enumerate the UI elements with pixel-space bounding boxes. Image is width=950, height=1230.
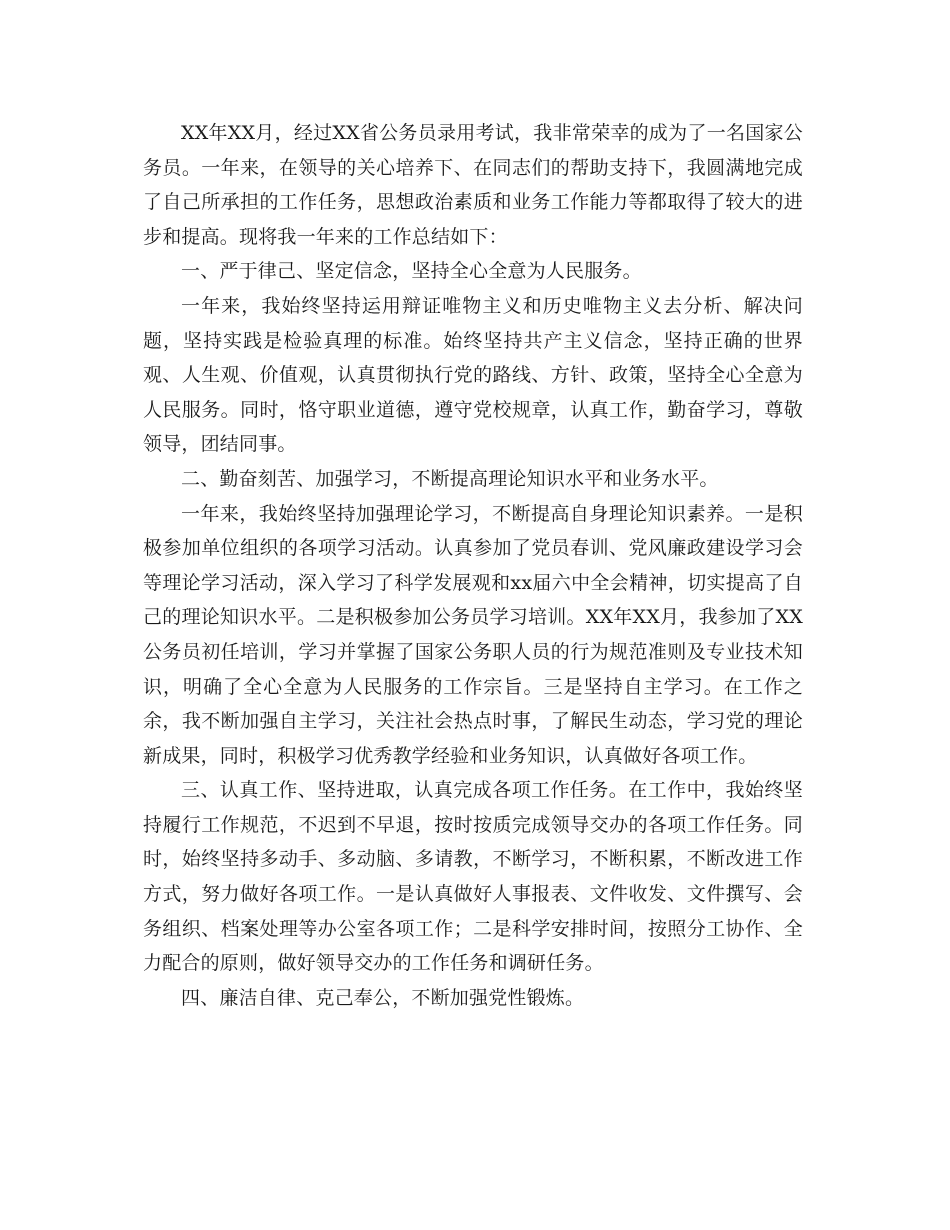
section-paragraph-3: 三、认真工作、坚持进取，认真完成各项工作任务。在工作中，我始终坚持履行工作规范，不迟到不早退，按时按质完成领导交办的各项工作任务。同时，始终坚持多动手、多动脑、多请教，不断学习，不断积累，不断改进工作方式，努力做好各项工作。一是认真做好人事报表、文件收发、文件撰写、会务组织、档案处理等办公室各项工作；二是科学安排时间，按照分工协作、全力配合的原则，做好领导交办的工作任务和调研任务。 xyxy=(143,779,803,975)
section-paragraph-1: 一年来，我始终坚持运用辩证唯物主义和历史唯物主义去分析、解决问题，坚持实践是检验真理的标准。始终坚持共产主义信念，坚持正确的世界观、人生观、价值观，认真贯彻执行党的路线、方针、政策，坚持全心全意为人民服务。同时，恪守职业道德，遵守党校规章，认真工作，勤奋学习，尊敬领导，团结同事。 xyxy=(143,294,803,456)
intro-paragraph: XX年XX月，经过XX省公务员录用考试，我非常荣幸的成为了一名国家公务员。一年来，在领导的关心培养下、在同志们的帮助支持下，我圆满地完成了自己所承担的工作任务，思想政治素质和业务工作能力等都取得了较大的进步和提高。现将我一年来的工作总结如下： xyxy=(143,122,803,248)
section-heading-4: 四、廉洁自律、克己奉公，不断加强党性锻炼。 xyxy=(181,986,585,1009)
section-heading-1: 一、严于律己、坚定信念，坚持全心全意为人民服务。 xyxy=(181,260,642,283)
section-heading-2: 二、勤奋刻苦、加强学习，不断提高理论知识水平和业务水平。 xyxy=(181,467,719,490)
document-body xyxy=(143,116,803,1015)
section-paragraph-2: 一年来，我始终坚持加强理论学习，不断提高自身理论知识素养。一是积极参加单位组织的各项学习活动。认真参加了党员春训、党风廉政建设学习会等理论学习活动，深入学习了科学发展观和xx届六中全会精神，切实提高了自己的理论知识水平。二是积极参加公务员学习培训。XX年XX月，我参加了XX公务员初任培训，学习并掌握了国家公务职人员的行为规范准则及专业技术知识，明确了全心全意为人民服务的工作宗旨。三是坚持自主学习。在工作之余，我不断加强自主学习，关注社会热点时事，了解民生动态，学习党的理论新成果，同时，积极学习优秀教学经验和业务知识，认真做好各项工作。 xyxy=(143,502,803,767)
